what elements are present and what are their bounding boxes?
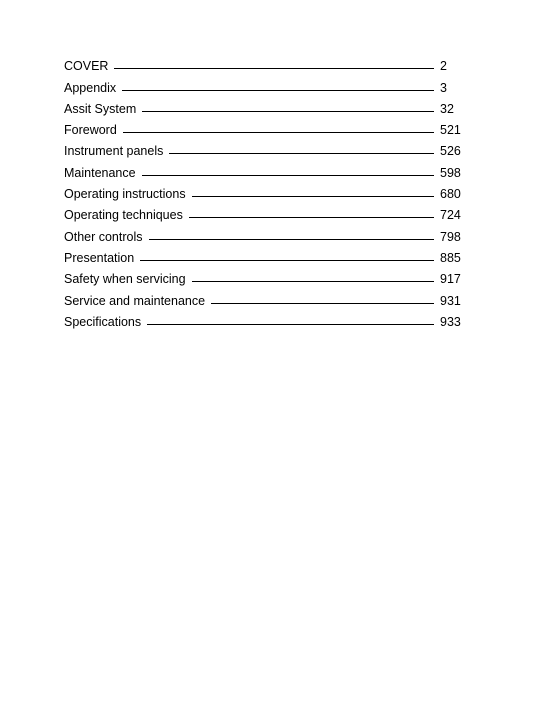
toc-entry[interactable] [64, 180, 464, 201]
toc-entry-page-number[interactable]: 933 [440, 314, 461, 329]
toc-leader-line [123, 132, 434, 133]
toc-entry-page-number[interactable]: 3 [440, 80, 447, 95]
toc-leader-line [149, 239, 434, 240]
toc-leader-line [114, 68, 434, 69]
toc-entry-page-number[interactable]: 680 [440, 187, 461, 202]
toc-entry-title[interactable]: Specifications [64, 314, 142, 329]
toc-entry-page-number[interactable]: 931 [440, 293, 461, 308]
toc-entry[interactable] [64, 286, 464, 307]
toc-entry-title[interactable]: Instrument panels [64, 144, 164, 159]
toc-leader-line [142, 175, 434, 176]
toc-leader-line [140, 260, 434, 261]
toc-entry-title[interactable]: Operating techniques [64, 208, 183, 223]
toc-entry[interactable] [64, 116, 464, 137]
toc-entry[interactable] [64, 244, 464, 265]
toc-entry-page-number[interactable]: 885 [440, 250, 461, 265]
toc-leader-line [147, 324, 434, 325]
toc-entry-title[interactable]: Foreword [64, 123, 117, 138]
toc-entry[interactable] [64, 222, 464, 243]
toc-entry[interactable] [64, 308, 464, 329]
toc-entry[interactable] [64, 95, 464, 116]
toc-entry-title[interactable]: Other controls [64, 229, 143, 244]
toc-entry-title[interactable]: Presentation [64, 250, 135, 265]
toc-entry[interactable] [64, 265, 464, 286]
toc-entry[interactable] [64, 158, 464, 179]
toc-leader-line [192, 281, 434, 282]
toc-entry-title[interactable]: Appendix [64, 80, 117, 95]
toc-entry-page-number[interactable]: 521 [440, 123, 461, 138]
toc-entry[interactable] [64, 52, 464, 73]
table-of-contents [64, 52, 464, 329]
toc-entry-title[interactable]: Assit System [64, 101, 137, 116]
toc-entry-title[interactable]: Service and maintenance [64, 293, 206, 308]
toc-leader-line [142, 111, 434, 112]
toc-leader-line [189, 217, 434, 218]
toc-entry-page-number[interactable]: 598 [440, 165, 461, 180]
toc-entry-page-number[interactable]: 917 [440, 272, 461, 287]
toc-entry-title[interactable]: COVER [64, 59, 109, 74]
toc-entry[interactable] [64, 73, 464, 94]
toc-entry-title[interactable]: Safety when servicing [64, 272, 186, 287]
toc-entry-page-number[interactable]: 2 [440, 59, 447, 74]
toc-entry-page-number[interactable]: 798 [440, 229, 461, 244]
toc-leader-line [169, 153, 434, 154]
toc-entry[interactable] [64, 201, 464, 222]
toc-leader-line [192, 196, 434, 197]
toc-entry-page-number[interactable]: 724 [440, 208, 461, 223]
toc-leader-line [211, 303, 434, 304]
toc-entry-title[interactable]: Maintenance [64, 165, 136, 180]
toc-entry-page-number[interactable]: 32 [440, 101, 454, 116]
toc-entry-title[interactable]: Operating instructions [64, 187, 186, 202]
toc-entry[interactable] [64, 137, 464, 158]
toc-leader-line [122, 90, 434, 91]
toc-entry-page-number[interactable]: 526 [440, 144, 461, 159]
